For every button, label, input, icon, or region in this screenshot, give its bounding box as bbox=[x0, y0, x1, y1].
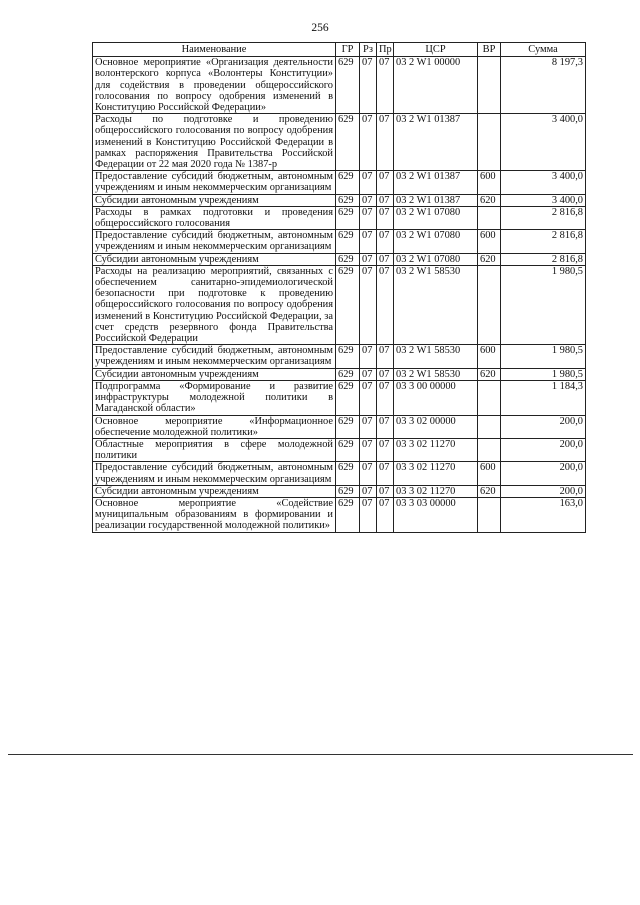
row-vr bbox=[478, 114, 501, 171]
row-rz: 07 bbox=[360, 368, 377, 380]
row-gr: 629 bbox=[336, 380, 360, 415]
table-header bbox=[93, 43, 586, 57]
table-row bbox=[93, 265, 586, 344]
table-row bbox=[93, 206, 586, 229]
row-rz: 07 bbox=[360, 206, 377, 229]
row-name: Расходы в рамках подготовки и проведения общероссийского голосования bbox=[93, 206, 336, 229]
row-rz: 07 bbox=[360, 114, 377, 171]
row-gr: 629 bbox=[336, 438, 360, 461]
row-rz: 07 bbox=[360, 415, 377, 438]
row-rz: 07 bbox=[360, 194, 377, 206]
row-csr: 03 2 W1 01387 bbox=[394, 114, 478, 171]
header-sum: Сумма bbox=[501, 43, 586, 57]
row-vr: 600 bbox=[478, 230, 501, 253]
row-pr: 07 bbox=[377, 253, 394, 265]
row-rz: 07 bbox=[360, 171, 377, 194]
row-vr: 620 bbox=[478, 368, 501, 380]
header-pr: Пр bbox=[377, 43, 394, 57]
table-row bbox=[93, 171, 586, 194]
row-gr: 629 bbox=[336, 345, 360, 368]
row-gr: 629 bbox=[336, 230, 360, 253]
table-row bbox=[93, 415, 586, 438]
row-pr: 07 bbox=[377, 265, 394, 344]
row-gr: 629 bbox=[336, 462, 360, 485]
row-sum: 1 184,3 bbox=[501, 380, 586, 415]
row-name: Предоставление субсидий бюджетным, автономным учреждениям и иным некоммерческим организациям bbox=[93, 345, 336, 368]
row-sum: 2 816,8 bbox=[501, 206, 586, 229]
row-pr: 07 bbox=[377, 368, 394, 380]
header-name: Наименование bbox=[93, 43, 336, 57]
row-name: Подпрограмма «Формирование и развитие инфраструктуры молодежной политики в Магаданской области» bbox=[93, 380, 336, 415]
footer-rule bbox=[8, 754, 633, 755]
row-rz: 07 bbox=[360, 57, 377, 114]
table-row bbox=[93, 345, 586, 368]
row-rz: 07 bbox=[360, 253, 377, 265]
row-name: Предоставление субсидий бюджетным, автономным учреждениям и иным некоммерческим организациям bbox=[93, 462, 336, 485]
row-sum: 1 980,5 bbox=[501, 368, 586, 380]
row-sum: 2 816,8 bbox=[501, 253, 586, 265]
row-csr: 03 2 W1 01387 bbox=[394, 194, 478, 206]
row-gr: 629 bbox=[336, 368, 360, 380]
row-vr bbox=[478, 497, 501, 532]
table-row bbox=[93, 194, 586, 206]
row-gr: 629 bbox=[336, 253, 360, 265]
row-vr bbox=[478, 438, 501, 461]
header-csr: ЦСР bbox=[394, 43, 478, 57]
table-row bbox=[93, 497, 586, 532]
row-name: Областные мероприятия в сфере молодежной политики bbox=[93, 438, 336, 461]
row-csr: 03 3 02 00000 bbox=[394, 415, 478, 438]
row-gr: 629 bbox=[336, 497, 360, 532]
row-sum: 200,0 bbox=[501, 438, 586, 461]
row-gr: 629 bbox=[336, 265, 360, 344]
row-name: Предоставление субсидий бюджетным, автономным учреждениям и иным некоммерческим организациям bbox=[93, 171, 336, 194]
header-rz: Рз bbox=[360, 43, 377, 57]
row-pr: 07 bbox=[377, 206, 394, 229]
row-rz: 07 bbox=[360, 265, 377, 344]
row-sum: 3 400,0 bbox=[501, 114, 586, 171]
table-row bbox=[93, 485, 586, 497]
row-name: Предоставление субсидий бюджетным, автономным учреждениям и иным некоммерческим организациям bbox=[93, 230, 336, 253]
row-vr: 620 bbox=[478, 194, 501, 206]
row-name: Субсидии автономным учреждениям bbox=[93, 485, 336, 497]
table-body bbox=[93, 57, 586, 532]
row-csr: 03 2 W1 00000 bbox=[394, 57, 478, 114]
row-csr: 03 3 02 11270 bbox=[394, 462, 478, 485]
row-csr: 03 2 W1 58530 bbox=[394, 345, 478, 368]
table-row bbox=[93, 253, 586, 265]
row-vr: 600 bbox=[478, 345, 501, 368]
budget-table bbox=[92, 42, 586, 533]
row-pr: 07 bbox=[377, 485, 394, 497]
row-pr: 07 bbox=[377, 57, 394, 114]
table-row bbox=[93, 438, 586, 461]
row-name: Расходы на реализацию мероприятий, связанных с обеспечением санитарно-эпидемиологической безопасности при подготовке к проведению общероссийского голосования по вопросу одобрения изменений в Конституцию Российской Федерации, за счет средств резервного фонда Правительства Российской Федерации bbox=[93, 265, 336, 344]
row-sum: 3 400,0 bbox=[501, 194, 586, 206]
row-vr: 600 bbox=[478, 462, 501, 485]
row-sum: 3 400,0 bbox=[501, 171, 586, 194]
row-csr: 03 3 00 00000 bbox=[394, 380, 478, 415]
row-sum: 200,0 bbox=[501, 462, 586, 485]
row-vr: 600 bbox=[478, 171, 501, 194]
row-pr: 07 bbox=[377, 497, 394, 532]
row-vr bbox=[478, 380, 501, 415]
row-csr: 03 2 W1 58530 bbox=[394, 368, 478, 380]
row-sum: 163,0 bbox=[501, 497, 586, 532]
header-vr: ВР bbox=[478, 43, 501, 57]
row-gr: 629 bbox=[336, 485, 360, 497]
row-sum: 8 197,3 bbox=[501, 57, 586, 114]
row-pr: 07 bbox=[377, 438, 394, 461]
row-csr: 03 3 03 00000 bbox=[394, 497, 478, 532]
row-pr: 07 bbox=[377, 194, 394, 206]
row-name: Субсидии автономным учреждениям bbox=[93, 194, 336, 206]
row-gr: 629 bbox=[336, 114, 360, 171]
row-csr: 03 2 W1 07080 bbox=[394, 230, 478, 253]
table-row bbox=[93, 368, 586, 380]
row-rz: 07 bbox=[360, 345, 377, 368]
row-vr bbox=[478, 206, 501, 229]
row-sum: 200,0 bbox=[501, 485, 586, 497]
row-pr: 07 bbox=[377, 345, 394, 368]
row-gr: 629 bbox=[336, 57, 360, 114]
row-sum: 1 980,5 bbox=[501, 345, 586, 368]
row-gr: 629 bbox=[336, 171, 360, 194]
row-name: Субсидии автономным учреждениям bbox=[93, 368, 336, 380]
row-pr: 07 bbox=[377, 380, 394, 415]
row-pr: 07 bbox=[377, 462, 394, 485]
row-vr bbox=[478, 265, 501, 344]
row-gr: 629 bbox=[336, 415, 360, 438]
row-name: Основное мероприятие «Содействие муниципальным образованиям в формировании и реализации государственной молодежной политики» bbox=[93, 497, 336, 532]
table-row bbox=[93, 57, 586, 114]
row-rz: 07 bbox=[360, 462, 377, 485]
row-csr: 03 2 W1 58530 bbox=[394, 265, 478, 344]
table-row bbox=[93, 380, 586, 415]
row-vr bbox=[478, 57, 501, 114]
header-gr: ГР bbox=[336, 43, 360, 57]
row-rz: 07 bbox=[360, 380, 377, 415]
row-pr: 07 bbox=[377, 415, 394, 438]
row-sum: 200,0 bbox=[501, 415, 586, 438]
row-name: Субсидии автономным учреждениям bbox=[93, 253, 336, 265]
row-name: Расходы по подготовке и проведению общероссийского голосования по вопросу одобрения изменений в Конституцию Российской Федерации в рамках распоряжения Правительства Российской Федерации от 22 мая 2020 года № 1387-р bbox=[93, 114, 336, 171]
row-csr: 03 3 02 11270 bbox=[394, 438, 478, 461]
row-pr: 07 bbox=[377, 171, 394, 194]
row-rz: 07 bbox=[360, 485, 377, 497]
row-gr: 629 bbox=[336, 194, 360, 206]
row-name: Основное мероприятие «Организация деятельности волонтерского корпуса «Волонтеры Конституции» для содействия в проведении общероссийского голосования по вопросу одобрения изменений в Конституцию Российской Федерации» bbox=[93, 57, 336, 114]
table-row bbox=[93, 114, 586, 171]
header-row bbox=[93, 43, 586, 57]
row-sum: 2 816,8 bbox=[501, 230, 586, 253]
table-row bbox=[93, 230, 586, 253]
table-row bbox=[93, 462, 586, 485]
page-number: 256 bbox=[311, 22, 329, 34]
row-csr: 03 3 02 11270 bbox=[394, 485, 478, 497]
row-vr: 620 bbox=[478, 253, 501, 265]
row-sum: 1 980,5 bbox=[501, 265, 586, 344]
row-csr: 03 2 W1 07080 bbox=[394, 206, 478, 229]
row-vr: 620 bbox=[478, 485, 501, 497]
row-rz: 07 bbox=[360, 438, 377, 461]
row-rz: 07 bbox=[360, 497, 377, 532]
row-csr: 03 2 W1 01387 bbox=[394, 171, 478, 194]
row-rz: 07 bbox=[360, 230, 377, 253]
row-pr: 07 bbox=[377, 230, 394, 253]
row-name: Основное мероприятие «Информационное обеспечение молодежной политики» bbox=[93, 415, 336, 438]
row-pr: 07 bbox=[377, 114, 394, 171]
row-csr: 03 2 W1 07080 bbox=[394, 253, 478, 265]
row-vr bbox=[478, 415, 501, 438]
row-gr: 629 bbox=[336, 206, 360, 229]
